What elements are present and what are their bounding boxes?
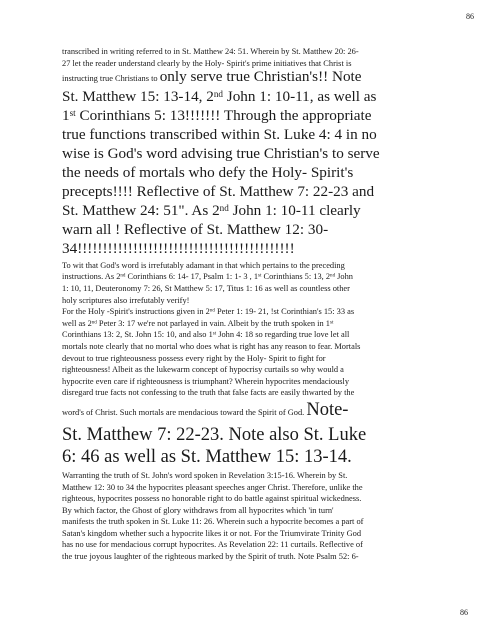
- emphasis-block: [62, 424, 460, 468]
- paragraph-line: 1: 10, 11, Deuteronomy 7: 26, St Matthew 5: 17, Titus 1: 16 as well as countless other: [62, 283, 350, 293]
- emphasis-line: St. Matthew 24: 51". As 2nd John 1: 10-11 clearly: [62, 201, 361, 219]
- page-body: [62, 46, 460, 563]
- paragraph-line: Matthew 12: 30 to 34 the hypocrites pleasant speeches anger Christ. Therefore, unlike the: [62, 482, 363, 492]
- paragraph-line: 27 let the reader understand clearly by the Holy- Spirit's prime initiatives that Christ is: [62, 58, 352, 68]
- paragraph-line: well as 2nd Peter 3: 17 we're not parlayed in vain. Albeit by the truth spoken in 1st: [62, 318, 334, 328]
- paragraph-line: the true joyous laughter of the righteous marked by the Spirit of truth. Note Psalm 52: 6-: [62, 552, 359, 562]
- paragraph-line: mortals note clearly that no mortal who does what is right has any reason to fear. Mortals: [62, 341, 361, 351]
- page-number-top: 86: [466, 12, 474, 21]
- paragraph-line: righteousness! Albeit as the lukewarm concept of hypocrisy curtails so why would a: [62, 365, 344, 375]
- paragraph-line: By which factor, the Ghost of glory withdraws from all hypocrites which 'in turn': [62, 505, 334, 515]
- paragraph-line: devout to true righteousness possess every right by the Holy- Spirit to fight for: [62, 353, 326, 363]
- emphasis-line: 1st Corinthians 5: 13!!!!!!! Through the appropriate: [62, 106, 372, 124]
- emphasis-line: St. Matthew 7: 22-23. Note also St. Luke: [62, 424, 367, 445]
- emphasis-line: true functions transcribed within St. Luke 4: 4 in no: [62, 125, 377, 143]
- emphasis-line: 6: 46 as well as St. Matthew 15: 13-14.: [62, 446, 352, 467]
- mixed-line: [62, 68, 460, 87]
- inline-small-text: instructing true Christians to: [62, 74, 160, 84]
- paragraph-line: Satan's kingdom whether such a hypocrite likes it or not. For the Triumvirate Trinity God: [62, 528, 362, 538]
- emphasis-line: St. Matthew 15: 13-14, 2nd John 1: 10-11, as well as: [62, 87, 377, 105]
- emphasis-line: wise is God's word advising true Christian's to serve: [62, 144, 380, 162]
- emphasis-line: warn all ! Reflective of St. Matthew 12: 30-: [62, 220, 329, 238]
- mixed-line: [62, 399, 460, 424]
- paragraph-line: transcribed in writing referred to in St. Matthew 24: 51. Wherein by St. Matthew 20: 26-: [62, 47, 359, 56]
- paragraph-line: For the Holy -Spirit's instructions given in 2nd Peter 1: 19- 21, !st Corinthian's 15: 33 as: [62, 307, 355, 317]
- emphasis-line: the needs of mortals who defy the Holy- Spirit's: [62, 163, 354, 181]
- page-number-bottom: 86: [460, 608, 468, 617]
- paragraph-line: disregard true facts not confessing to the truth that false facts are easily thwarted by the: [62, 388, 355, 398]
- inline-small-text: word's of Christ. Such mortals are mendacious toward the Spirit of God.: [62, 407, 307, 417]
- paragraph-line: Warranting the truth of St. John's word spoken in Revelation 3:15-16. Wherein by St.: [62, 470, 348, 480]
- emphasis-block: [62, 87, 460, 258]
- emphasis-line: precepts!!!! Reflective of St. Matthew 7: 22-23 and: [62, 182, 375, 200]
- paragraph-line: instructions. As 2nd Corinthians 6: 14- 17, Psalm 1: 1- 3 , 1st Corinthians 5: 13, 2nd John: [62, 272, 353, 282]
- scripture-paragraph: [62, 260, 460, 424]
- paragraph-line: holy scriptures also irrefutably verify!: [62, 295, 190, 305]
- emphasis-line: 34!!!!!!!!!!!!!!!!!!!!!!!!!!!!!!!!!!!!!!!!!!!: [62, 239, 295, 257]
- closing-paragraph: [62, 470, 460, 563]
- paragraph-line: manifests the truth spoken in St. Luke 11: 26. Wherein such a hypocrite becomes a part of: [62, 517, 364, 527]
- paragraph-line: Corinthians 13: 2, St. John 15: 10, and also 1st John 4: 18 so regarding true love let all: [62, 330, 350, 340]
- paragraph-line: hypocrite even care if righteousness is triumphant? Wherein hypocrites mendaciously: [62, 376, 350, 386]
- paragraph-line: has no use for mendacious corrupt hypocrites. As Revelation 22: 11 curtails. Reflective of: [62, 540, 363, 550]
- inline-large-text: only serve true Christian's!! Note: [159, 68, 362, 86]
- inline-large-text: Note-: [306, 399, 349, 420]
- paragraph-line: righteous, hypocrites possess no honorable right to do battle against spiritual wickedness.: [62, 494, 362, 504]
- paragraph-line: To wit that God's word is irrefutably adamant in that which pertains to the preceding: [62, 260, 345, 270]
